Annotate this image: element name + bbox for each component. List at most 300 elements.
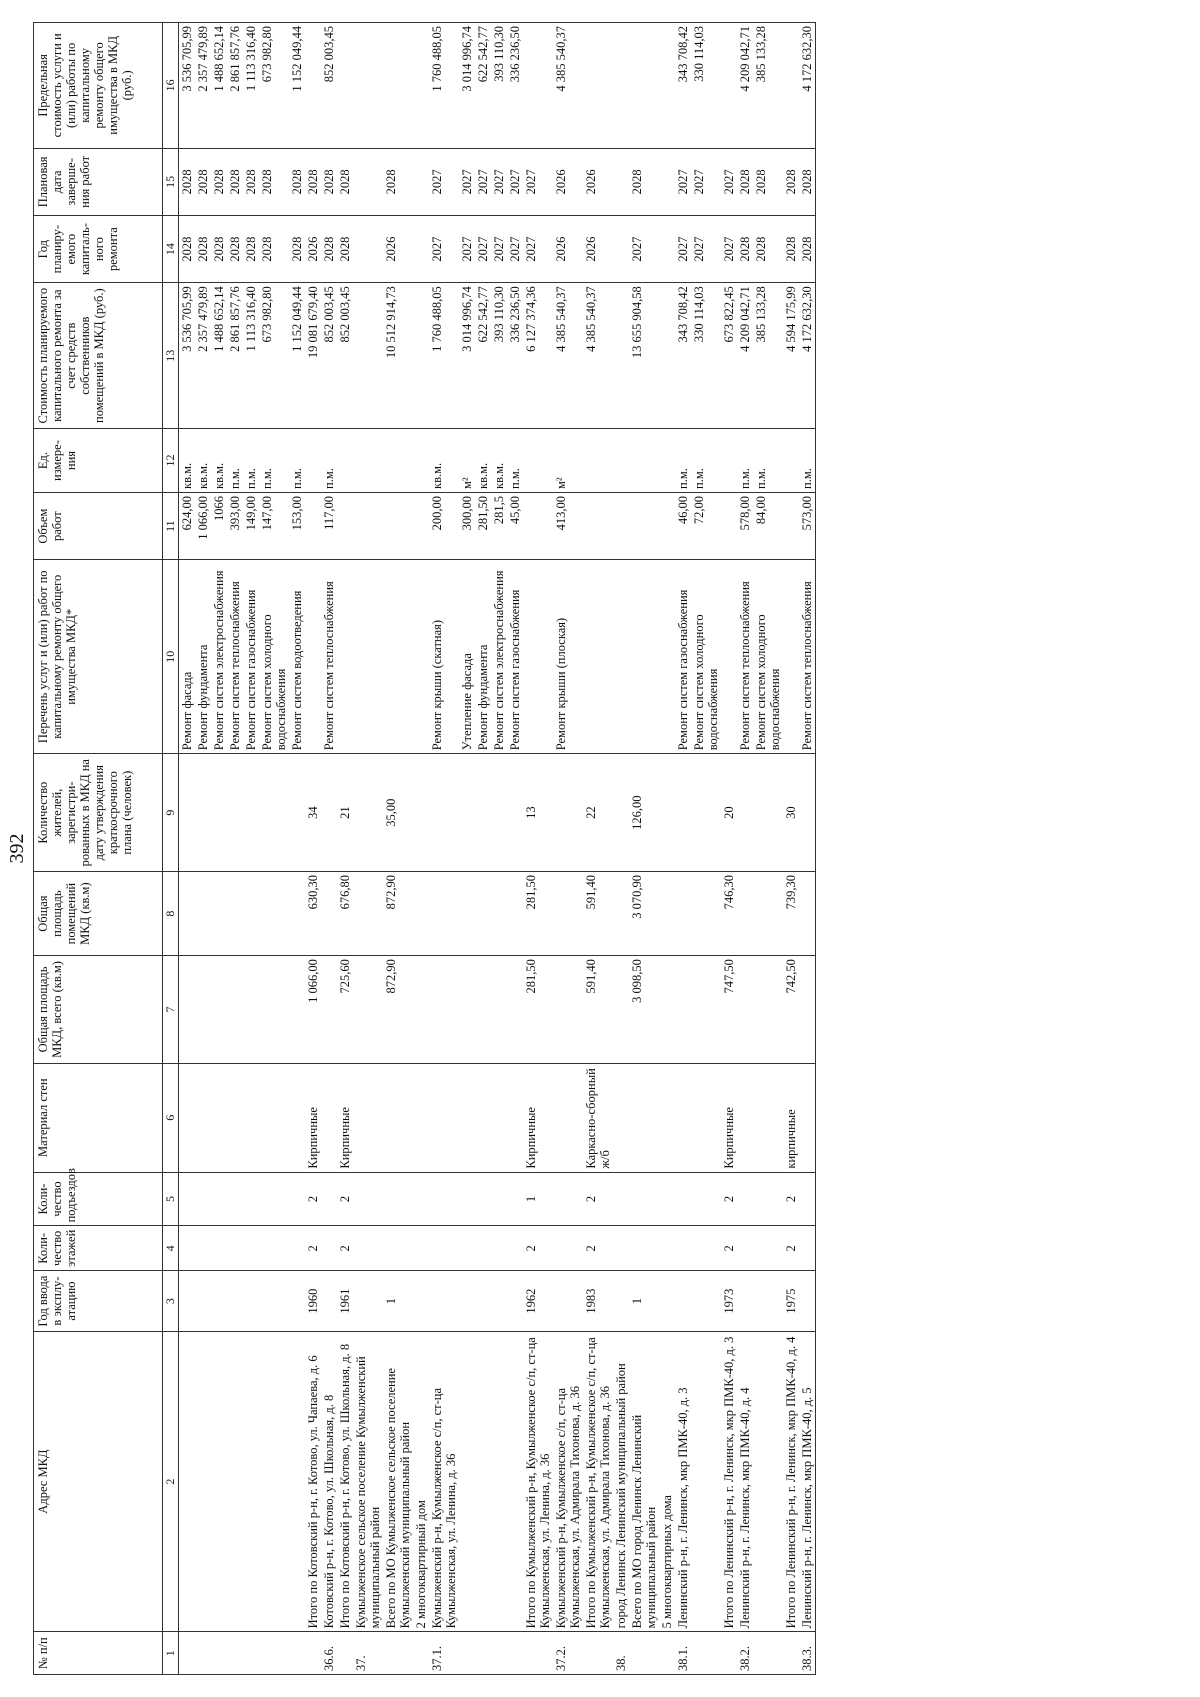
table-cell: 21 — [337, 754, 353, 872]
table-cell — [737, 754, 753, 872]
table-cell: 2028 — [737, 216, 753, 283]
table-cell: 149,00 — [243, 493, 259, 560]
table-cell — [491, 1063, 507, 1172]
table-cell: 739,30 — [783, 872, 799, 956]
column-number: 3 — [163, 1271, 179, 1332]
table-cell: 852 003,45 — [321, 283, 337, 429]
table-cell: Кирпичные — [337, 1063, 353, 1172]
table-cell — [753, 1632, 783, 1675]
table-cell — [553, 1172, 583, 1226]
table-cell: 2027 — [491, 148, 507, 215]
column-number: 4 — [163, 1226, 179, 1271]
table-cell — [721, 493, 737, 560]
column-header: Год ввода в эксплу-атацию — [34, 1271, 163, 1332]
table-row — [753, 23, 783, 1675]
table-cell — [227, 872, 243, 956]
table-cell — [583, 1632, 613, 1675]
table-cell: 2 — [783, 1226, 799, 1271]
table-cell: 1 152 049,44 — [289, 283, 305, 429]
table-cell: 1 066,00 — [305, 956, 321, 1064]
table-cell — [753, 1271, 783, 1332]
table-cell: 2027 — [675, 148, 691, 215]
table-cell: 2028 — [243, 148, 259, 215]
table-cell: Кирпичные — [305, 1063, 321, 1172]
table-cell — [211, 956, 227, 1064]
table-cell: 872,90 — [383, 956, 413, 1064]
table-cell — [259, 1271, 289, 1332]
table-cell — [799, 1226, 816, 1271]
table-row — [211, 23, 227, 1675]
table-cell: 1 — [383, 1271, 413, 1332]
table-cell — [691, 1063, 721, 1172]
table-row — [659, 23, 675, 1675]
table-cell: п.м. — [799, 429, 816, 493]
table-cell — [475, 1331, 491, 1632]
table-cell — [583, 23, 613, 149]
table-cell: 2 357 479,89 — [195, 23, 211, 149]
table-cell — [507, 754, 523, 872]
table-cell — [243, 1226, 259, 1271]
table-row — [475, 23, 491, 1675]
table-cell: 117,00 — [321, 493, 337, 560]
table-cell — [179, 1271, 196, 1332]
table-cell: 2028 — [737, 148, 753, 215]
table-cell: п.м. — [259, 429, 289, 493]
table-cell — [721, 560, 737, 754]
table-cell — [211, 1226, 227, 1271]
table-cell: 20 — [721, 754, 737, 872]
table-cell — [459, 1226, 475, 1271]
table-cell: 2028 — [211, 148, 227, 215]
table-cell: 13 — [523, 754, 553, 872]
table-cell — [353, 1226, 383, 1271]
table-cell: 38.3. — [799, 1632, 816, 1675]
table-cell: кв.м. — [195, 429, 211, 493]
table-cell: кирпичные — [783, 1063, 799, 1172]
table-cell — [507, 956, 523, 1064]
table-cell: 38.2. — [737, 1632, 753, 1675]
table-cell: 6 127 374,36 — [523, 283, 553, 429]
table-cell — [413, 560, 429, 754]
table-cell — [413, 216, 429, 283]
table-cell — [675, 956, 691, 1064]
table-cell — [179, 956, 196, 1064]
table-row — [737, 23, 753, 1675]
table-cell — [475, 1226, 491, 1271]
table-cell: 2028 — [799, 216, 816, 283]
table-cell — [353, 1063, 383, 1172]
table-cell — [383, 1063, 413, 1172]
table-cell — [353, 493, 383, 560]
table-cell: 4 385 540,37 — [583, 283, 613, 429]
column-header: Адрес МКД — [34, 1331, 163, 1632]
table-cell: 45,00 — [507, 493, 523, 560]
table-cell: Ремонт фундамента — [195, 560, 211, 754]
table-cell — [243, 1271, 259, 1332]
table-cell — [659, 754, 675, 872]
table-cell — [383, 493, 413, 560]
table-cell — [659, 1632, 675, 1675]
table-cell — [179, 1226, 196, 1271]
table-cell: 2026 — [553, 216, 583, 283]
table-cell: 2028 — [195, 216, 211, 283]
table-cell — [459, 1271, 475, 1332]
table-cell — [289, 956, 305, 1064]
table-cell — [243, 956, 259, 1064]
column-number: 13 — [163, 283, 179, 429]
table-cell — [583, 493, 613, 560]
table-cell — [353, 216, 383, 283]
table-cell: Ремонт систем электроснабжения — [491, 560, 507, 754]
table-cell — [691, 1632, 721, 1675]
table-cell — [429, 1271, 459, 1332]
table-cell: 2028 — [179, 216, 196, 283]
table-row — [321, 23, 337, 1675]
table-cell — [629, 560, 659, 754]
table-cell: Каркасно-сборный ж/б — [583, 1063, 613, 1172]
table-cell — [475, 754, 491, 872]
table-cell: 126,00 — [629, 754, 659, 872]
table-cell — [305, 560, 321, 754]
table-cell — [491, 754, 507, 872]
table-cell — [413, 956, 429, 1064]
table-cell: Ремонт фасада — [179, 560, 196, 754]
table-cell — [613, 1063, 629, 1172]
table-cell — [691, 956, 721, 1064]
table-cell — [429, 754, 459, 872]
table-cell: Всего по МО город Ленинск Ленинский муниципальный район — [629, 1331, 659, 1632]
table-cell: 872,90 — [383, 872, 413, 956]
table-cell: 84,00 — [753, 493, 783, 560]
table-cell: 37.2. — [553, 1632, 583, 1675]
table-cell — [211, 1172, 227, 1226]
table-cell — [383, 23, 413, 149]
table-cell: 336 236,50 — [507, 23, 523, 149]
table-cell: 2 — [783, 1172, 799, 1226]
table-cell — [179, 1632, 196, 1675]
table-cell: 4 385 540,37 — [553, 283, 583, 429]
table-cell: 30 — [783, 754, 799, 872]
table-cell — [799, 1271, 816, 1332]
table-cell — [459, 1172, 475, 1226]
table-cell: п.м. — [227, 429, 243, 493]
table-row — [783, 23, 799, 1675]
table-cell: 2028 — [321, 216, 337, 283]
table-cell: 2027 — [691, 148, 721, 215]
table-cell — [227, 1271, 243, 1332]
table-cell — [553, 754, 583, 872]
table-cell: 2028 — [783, 216, 799, 283]
table-cell: 393 110,30 — [491, 283, 507, 429]
table-cell — [613, 23, 629, 149]
column-header: Общая площадь помещений МКД (кв.м) — [34, 872, 163, 956]
column-number: 16 — [163, 23, 179, 149]
table-cell: 2027 — [507, 148, 523, 215]
table-row — [613, 23, 629, 1675]
table-cell — [459, 872, 475, 956]
column-header: Предельная стоимость услуги и (или) работы по капитальному ремонту общего имущества в МКД (руб.) — [34, 23, 163, 149]
table-cell: 2028 — [195, 148, 211, 215]
table-cell: 34 — [305, 754, 321, 872]
table-cell — [227, 1172, 243, 1226]
table-body — [179, 23, 816, 1675]
table-cell: 2 — [305, 1172, 321, 1226]
table-cell — [675, 754, 691, 872]
table-cell — [227, 754, 243, 872]
table-cell — [179, 872, 196, 956]
table-cell: 591,40 — [583, 956, 613, 1064]
table-cell: 2028 — [799, 148, 816, 215]
table-row — [799, 23, 816, 1675]
table-cell: Ремонт фундамента — [475, 560, 491, 754]
table-cell — [629, 1172, 659, 1226]
table-cell: 2 357 479,89 — [195, 283, 211, 429]
table-cell — [691, 754, 721, 872]
table-cell: 2027 — [459, 216, 475, 283]
table-cell — [337, 560, 353, 754]
table-cell: кв.м. — [475, 429, 491, 493]
table-cell: 343 708,42 — [675, 283, 691, 429]
table-cell — [353, 23, 383, 149]
column-number: 10 — [163, 560, 179, 754]
table-cell — [459, 956, 475, 1064]
column-number: 14 — [163, 216, 179, 283]
table-cell — [429, 872, 459, 956]
table-cell — [523, 1632, 553, 1675]
table-cell — [691, 1271, 721, 1332]
table-cell: 2028 — [259, 148, 289, 215]
table-cell: 2028 — [383, 148, 413, 215]
table-cell — [259, 1226, 289, 1271]
column-number: 12 — [163, 429, 179, 493]
table-cell — [783, 493, 799, 560]
table-cell: город Ленинск Ленинский муниципальный район — [613, 1331, 629, 1632]
table-cell — [259, 754, 289, 872]
table-cell — [753, 1063, 783, 1172]
table-cell — [289, 1331, 305, 1632]
table-cell — [613, 148, 629, 215]
column-number: 1 — [163, 1632, 179, 1675]
table-cell — [383, 1632, 413, 1675]
table-cell: 630,30 — [305, 872, 321, 956]
table-cell: 2 — [305, 1226, 321, 1271]
table-cell — [227, 1226, 243, 1271]
table-cell: п.м. — [753, 429, 783, 493]
table-cell — [353, 560, 383, 754]
table-cell — [321, 1226, 337, 1271]
table-cell — [799, 1063, 816, 1172]
table-cell — [629, 493, 659, 560]
table-cell — [507, 1172, 523, 1226]
table-cell: 1 — [523, 1172, 553, 1226]
table-cell — [259, 872, 289, 956]
table-cell — [353, 148, 383, 215]
table-cell: 2027 — [629, 216, 659, 283]
table-cell: Ленинский р-н, г. Ленинск, мкр ПМК-40, д. 3 — [675, 1331, 691, 1632]
table-cell: 1 113 316,40 — [243, 23, 259, 149]
table-cell: Утепление фасада — [459, 560, 475, 754]
table-cell — [783, 23, 799, 149]
table-cell: кв.м. — [179, 429, 196, 493]
table-cell — [491, 1172, 507, 1226]
table-cell — [613, 283, 629, 429]
table-cell: Ремонт систем водоотведения — [289, 560, 305, 754]
table-cell: 2028 — [289, 148, 305, 215]
table-cell: Ремонт систем холодного водоснабжения — [753, 560, 783, 754]
table-cell: 624,00 — [179, 493, 196, 560]
table-cell — [799, 1172, 816, 1226]
table-cell: 2028 — [227, 148, 243, 215]
table-cell: 2026 — [305, 216, 321, 283]
table-cell — [523, 23, 553, 149]
table-cell — [613, 956, 629, 1064]
table-cell — [413, 148, 429, 215]
table-cell: 3 014 996,74 — [459, 283, 475, 429]
table-cell: 2 861 857,76 — [227, 23, 243, 149]
table-cell: Кумылженское сельское поселение Кумылженский муниципальный район — [353, 1331, 383, 1632]
table-cell — [675, 872, 691, 956]
table-cell: 3 014 996,74 — [459, 23, 475, 149]
table-cell: кв.м. — [429, 429, 459, 493]
table-cell: 2028 — [629, 148, 659, 215]
table-cell: 281,50 — [475, 493, 491, 560]
table-cell — [353, 754, 383, 872]
table-row — [383, 23, 413, 1675]
column-number: 7 — [163, 956, 179, 1064]
table-cell — [553, 1226, 583, 1271]
table-cell: 3 536 705,99 — [179, 23, 196, 149]
table-cell: 2 — [337, 1226, 353, 1271]
table-cell — [413, 1632, 429, 1675]
table-cell — [413, 754, 429, 872]
table-cell — [507, 872, 523, 956]
table-cell — [289, 1271, 305, 1332]
table-cell — [753, 1331, 783, 1632]
table-cell — [629, 23, 659, 149]
table-cell — [211, 1063, 227, 1172]
table-cell — [523, 493, 553, 560]
table-cell — [475, 1172, 491, 1226]
table-cell — [799, 956, 816, 1064]
table-cell — [195, 754, 211, 872]
table-cell: Кирпичные — [523, 1063, 553, 1172]
table-cell — [289, 1632, 305, 1675]
table-cell: п.м. — [691, 429, 721, 493]
table-cell: 330 114,03 — [691, 283, 721, 429]
table-cell — [429, 956, 459, 1064]
table-cell: кв.м. — [211, 429, 227, 493]
table-cell — [659, 283, 675, 429]
column-number: 6 — [163, 1063, 179, 1172]
table-cell: 2028 — [337, 148, 353, 215]
table-cell — [179, 1331, 196, 1632]
table-cell: 2 — [337, 1172, 353, 1226]
table-cell: 2027 — [459, 148, 475, 215]
table-cell: Ленинский р-н, г. Ленинск, мкр ПМК-40, д. 5 — [799, 1331, 816, 1632]
table-cell — [259, 1172, 289, 1226]
table-cell — [753, 872, 783, 956]
table-cell — [243, 1172, 259, 1226]
table-cell — [753, 754, 783, 872]
table-cell — [413, 429, 429, 493]
table-cell: п.м. — [507, 429, 523, 493]
table-cell: 385 133,28 — [753, 283, 783, 429]
table-cell — [783, 429, 799, 493]
table-cell: Ремонт систем газоснабжения — [507, 560, 523, 754]
table-cell — [227, 956, 243, 1064]
table-cell: Ремонт систем холодного водоснабжения — [259, 560, 289, 754]
table-cell — [659, 872, 675, 956]
table-row — [195, 23, 211, 1675]
table-cell — [613, 560, 629, 754]
table-cell: 2027 — [523, 216, 553, 283]
table-cell — [629, 429, 659, 493]
table-cell — [613, 216, 629, 283]
table-cell: Всего по МО Кумылженское сельское поселение Кумылженский муниципальный район — [383, 1331, 413, 1632]
table-cell: Ленинский р-н, г. Ленинск, мкр ПМК-40, д. 4 — [737, 1331, 753, 1632]
table-cell: 2028 — [305, 148, 321, 215]
table-cell: 2027 — [475, 148, 491, 215]
table-cell: п.м. — [289, 429, 305, 493]
table-cell: 1983 — [583, 1271, 613, 1332]
table-cell: 1 152 049,44 — [289, 23, 305, 149]
table-cell — [211, 1271, 227, 1332]
table-cell — [691, 1331, 721, 1632]
column-header: Общая площадь МКД, всего (кв.м) — [34, 956, 163, 1064]
table-cell: 852 003,45 — [321, 23, 337, 149]
table-cell: 4 172 632,30 — [799, 283, 816, 429]
table-cell — [195, 956, 211, 1064]
table-cell — [553, 1063, 583, 1172]
table-cell: 19 081 679,40 — [305, 283, 321, 429]
column-header: Плановая дата заверше-ния работ — [34, 148, 163, 215]
table-cell — [211, 1331, 227, 1632]
table-cell — [227, 1331, 243, 1632]
table-cell: 2 — [523, 1226, 553, 1271]
column-header: № п/п — [34, 1632, 163, 1675]
table-cell — [337, 1632, 353, 1675]
table-cell — [243, 1632, 259, 1675]
table-cell — [321, 1063, 337, 1172]
table-row — [305, 23, 321, 1675]
table-cell: 1975 — [783, 1271, 799, 1332]
table-cell: 4 209 042,71 — [737, 283, 753, 429]
table-cell — [305, 1632, 321, 1675]
table-cell: 2028 — [211, 216, 227, 283]
table-row — [721, 23, 737, 1675]
table-cell: п.м. — [321, 429, 337, 493]
table-cell: 2 — [583, 1172, 613, 1226]
column-number-row — [163, 23, 179, 1675]
table-cell — [413, 1063, 429, 1172]
table-row — [491, 23, 507, 1675]
table-cell — [305, 493, 321, 560]
table-cell: 336 236,50 — [507, 283, 523, 429]
table-cell: 35,00 — [383, 754, 413, 872]
table-cell: Ремонт систем теплоснабжения — [737, 560, 753, 754]
table-cell — [195, 1271, 211, 1332]
table-cell: Ремонт систем электроснабжения — [211, 560, 227, 754]
table-cell — [179, 1063, 196, 1172]
table-cell: Ремонт крыши (плоская) — [553, 560, 583, 754]
table-cell — [337, 23, 353, 149]
table-cell — [721, 429, 737, 493]
table-cell — [195, 1226, 211, 1271]
table-cell — [507, 1331, 523, 1632]
table-cell — [413, 283, 429, 429]
table-cell: 153,00 — [289, 493, 305, 560]
table-cell — [195, 1063, 211, 1172]
